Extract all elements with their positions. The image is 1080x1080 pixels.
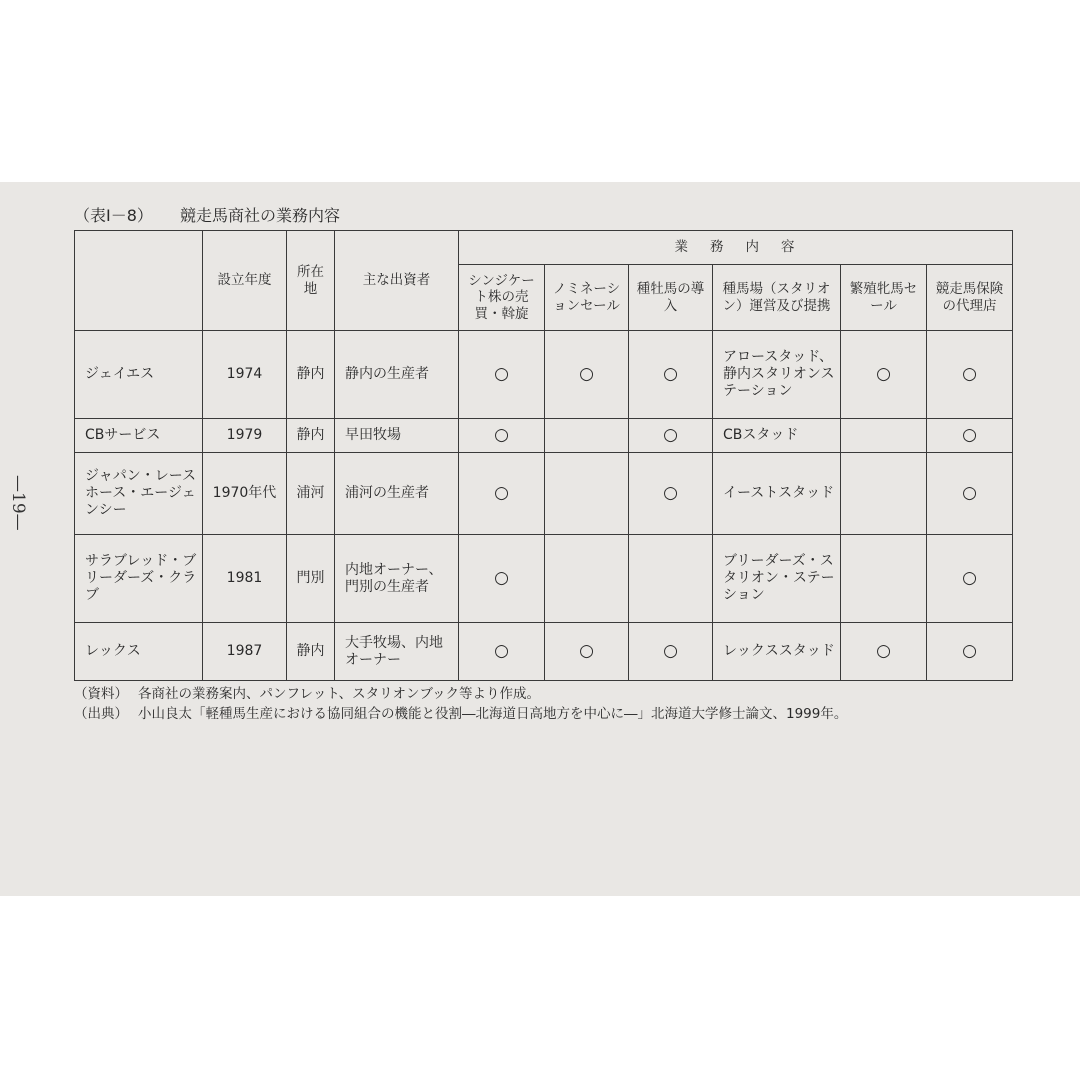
mark-cell bbox=[841, 419, 927, 453]
mark-cell: ○ bbox=[629, 623, 713, 681]
table-row bbox=[75, 453, 1013, 535]
investors-cell: 大手牧場、内地オーナー bbox=[335, 623, 459, 681]
year-cell: 1979 bbox=[203, 419, 287, 453]
location-cell: 静内 bbox=[287, 331, 335, 419]
mark-cell: ○ bbox=[459, 419, 545, 453]
citation-note bbox=[74, 704, 847, 724]
company-name: レックス bbox=[75, 623, 203, 681]
mark-cell: ○ bbox=[459, 623, 545, 681]
table-notes bbox=[74, 684, 847, 724]
table-row bbox=[75, 535, 1013, 623]
header-company bbox=[75, 231, 203, 331]
year-cell: 1974 bbox=[203, 331, 287, 419]
header-business-mare-sale: 繁殖牝馬セール bbox=[841, 265, 927, 331]
mark-cell bbox=[629, 535, 713, 623]
investors-cell: 浦河の生産者 bbox=[335, 453, 459, 535]
business-table bbox=[74, 230, 1013, 681]
mark-cell bbox=[545, 453, 629, 535]
page-bottom-margin bbox=[0, 896, 1080, 1080]
mark-cell bbox=[545, 419, 629, 453]
mark-cell: ○ bbox=[927, 535, 1013, 623]
company-name: サラブレッド・ブリーダーズ・クラブ bbox=[75, 535, 203, 623]
header-location: 所在地 bbox=[287, 231, 335, 331]
company-name: ジャパン・レースホース・エージェンシー bbox=[75, 453, 203, 535]
mark-cell: ○ bbox=[927, 331, 1013, 419]
mark-cell: ○ bbox=[459, 331, 545, 419]
mark-cell bbox=[545, 535, 629, 623]
mark-cell: ○ bbox=[841, 331, 927, 419]
location-cell: 浦河 bbox=[287, 453, 335, 535]
mark-cell: ○ bbox=[629, 453, 713, 535]
mark-cell: ○ bbox=[545, 623, 629, 681]
header-business-syndicate: シンジケート株の売買・斡旋 bbox=[459, 265, 545, 331]
mark-cell: ○ bbox=[459, 453, 545, 535]
page-top-margin bbox=[0, 0, 1080, 182]
stud-cell: アロースタッド、静内スタリオンステーション bbox=[713, 331, 841, 419]
header-investors: 主な出資者 bbox=[335, 231, 459, 331]
investors-cell: 静内の生産者 bbox=[335, 331, 459, 419]
table-caption bbox=[74, 203, 340, 226]
stud-cell: ブリーダーズ・スタリオン・ステーション bbox=[713, 535, 841, 623]
table-row bbox=[75, 623, 1013, 681]
stud-cell: イーストスタッド bbox=[713, 453, 841, 535]
mark-cell: ○ bbox=[545, 331, 629, 419]
company-name: ジェイエス bbox=[75, 331, 203, 419]
source-note-text: 各商社の業務案内、パンフレット、スタリオンブック等より作成。 bbox=[138, 686, 541, 702]
year-cell: 1970年代 bbox=[203, 453, 287, 535]
investors-cell: 内地オーナー、門別の生産者 bbox=[335, 535, 459, 623]
header-year: 設立年度 bbox=[203, 231, 287, 331]
year-cell: 1981 bbox=[203, 535, 287, 623]
mark-cell: ○ bbox=[459, 535, 545, 623]
mark-cell: ○ bbox=[629, 419, 713, 453]
table-number: （表Ⅰ－8） bbox=[74, 206, 153, 225]
source-note bbox=[74, 684, 847, 704]
location-cell: 門別 bbox=[287, 535, 335, 623]
location-cell: 静内 bbox=[287, 419, 335, 453]
header-business-nomination: ノミネーションセール bbox=[545, 265, 629, 331]
stud-cell: CBスタッド bbox=[713, 419, 841, 453]
investors-cell: 早田牧場 bbox=[335, 419, 459, 453]
source-note-label: （資料） bbox=[74, 686, 128, 702]
mark-cell: ○ bbox=[841, 623, 927, 681]
mark-cell bbox=[841, 453, 927, 535]
location-cell: 静内 bbox=[287, 623, 335, 681]
mark-cell: ○ bbox=[629, 331, 713, 419]
header-business-group: 業務内容 bbox=[459, 231, 1013, 265]
table-row bbox=[75, 419, 1013, 453]
table-title: 競走馬商社の業務内容 bbox=[180, 206, 341, 225]
header-business-insurance: 競走馬保険の代理店 bbox=[927, 265, 1013, 331]
table-row bbox=[75, 331, 1013, 419]
year-cell: 1987 bbox=[203, 623, 287, 681]
header-business-stallion-import: 種牡馬の導入 bbox=[629, 265, 713, 331]
citation-note-label: （出典） bbox=[74, 706, 128, 722]
mark-cell: ○ bbox=[927, 453, 1013, 535]
stud-cell: レックススタッド bbox=[713, 623, 841, 681]
mark-cell bbox=[841, 535, 927, 623]
page-number: —19— bbox=[8, 475, 28, 531]
company-name: CBサービス bbox=[75, 419, 203, 453]
mark-cell: ○ bbox=[927, 623, 1013, 681]
header-business-stud-operation: 種馬場（スタリオン）運営及び提携 bbox=[713, 265, 841, 331]
mark-cell: ○ bbox=[927, 419, 1013, 453]
citation-note-text: 小山良太「軽種馬生産における協同組合の機能と役割―北海道日高地方を中心に―」北海道大学修士論文、1999年。 bbox=[138, 706, 848, 722]
